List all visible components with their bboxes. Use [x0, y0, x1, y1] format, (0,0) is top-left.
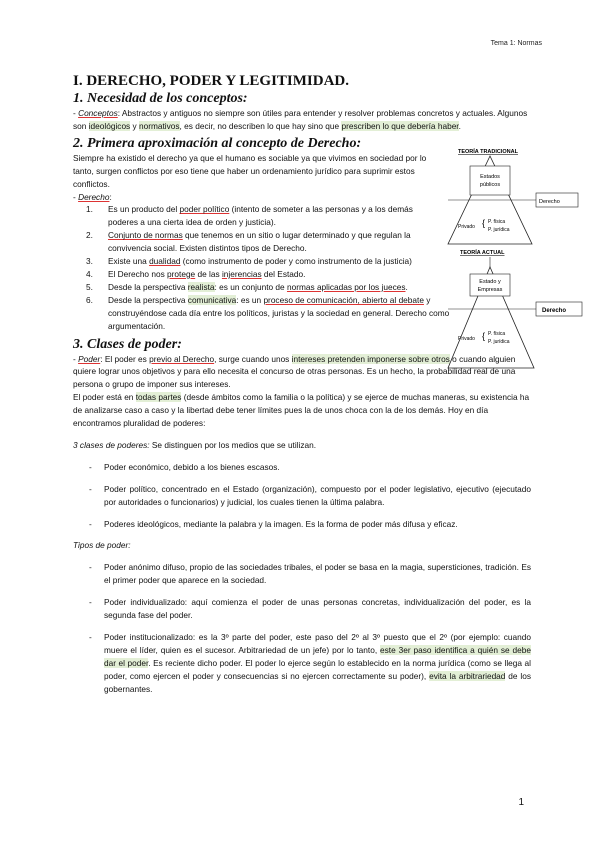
traditional-derecho-label: Derecho [539, 199, 560, 205]
page-number: 1 [518, 797, 524, 808]
list-item: - Poder anónimo difuso, propio de las sociedades tribales, el poder se basa en la magia, supersticiones, tradición. Es el primer poder que aparece en la sociedad. [73, 561, 531, 587]
list-item: 2. Conjunto de normas que tenemos en un sitio o lugar determinado y que regulan la convivencia social. Existen distintos tipos de Derecho. [86, 230, 411, 254]
power-theory-diagram [446, 146, 586, 371]
traditional-pj-label: P. jurídica [488, 227, 510, 233]
poder-paragraph-2: El poder está en todas partes (desde ámbitos como la familia o la política) y se ejerce de muchas maneras, su existencia ha de analizarse caso a caso y la libertad debe tener límites pues la de unos choca con la de los demás. Hoy en día encontramos pluralidad de poderes: [73, 392, 530, 429]
section-3-heading: 3. Clases de poder: [73, 336, 182, 352]
brace-icon: { [482, 218, 486, 228]
tipos-label: Tipos de poder: [73, 540, 131, 551]
brace-icon: { [482, 331, 486, 341]
list-item: - Poder político, concentrado en el Estado (organización), compuesto por el poder legislativo, ejecutivo (ejecutado por autoridades o funcionarios) y judicial, los cuales tienen la última palabra. [73, 483, 531, 509]
actual-box-line-1: Estado y [479, 279, 501, 285]
tipos-list [73, 561, 531, 695]
conceptos-paragraph: - Conceptos: Abstractos y antiguos no siempre son útiles para entender y resolver problemas concretos y actuales. Algunos son ideológicos y normativos, es decir, no describen lo que hay sino que prescriben lo que debería haber. [73, 108, 528, 131]
actual-pf-label: P. física [488, 331, 506, 337]
list-item: 6. Desde la perspectiva comunicativa: es un proceso de comunicación, abierto al debate y construyéndose cada día entre los políticos, juristas y la sociedad en general. Derecho como argumentación. [86, 294, 450, 331]
page-title: I. DERECHO, PODER Y LEGITIMIDAD. [73, 73, 349, 89]
highlight-normativos: normativos [138, 120, 180, 131]
traditional-box-line-1: Estados [480, 174, 500, 180]
conceptos-term: Conceptos [78, 108, 118, 118]
highlight-prescriben: prescriben lo que debería haber [341, 120, 459, 131]
actual-pj-label: P. jurídica [488, 339, 510, 345]
traditional-box-line-2: públicos [479, 182, 501, 188]
clases-label: 3 clases de poderes: Se distinguen por los medios que se utilizan. [73, 439, 317, 450]
clases-list [73, 461, 531, 531]
diagram-title-actual: TEORÍA ACTUAL [460, 250, 505, 256]
list-item: 3. Existe una dualidad (como instrumento de poder y como instrumento de la justicia) [86, 256, 412, 267]
list-item: - Poder económico, debido a los bienes escasos. [73, 461, 531, 474]
highlight-ideologicos: ideológicos [88, 120, 131, 131]
traditional-state-box [470, 166, 510, 195]
actual-privado-label: Privado [458, 336, 475, 342]
diagram-title-traditional: TEORÍA TRADICIONAL [458, 149, 518, 155]
poder-paragraph: - Poder: El poder es previo al Derecho, surge cuando unos intereses pretenden imponerse sobre otros o cuando alguien quiere lograr unos objetivos y para ello necesita el concurso de otras personas. Es un hecho, la probabilidad real de una persona o grupo de imponer sus intereses. [73, 353, 516, 390]
derecho-label: - Derecho: [73, 191, 112, 202]
section-2-heading: 2. Primera aproximación al concepto de Derecho: [73, 135, 362, 151]
list-item: 4. El Derecho nos protege de las injerencias del Estado. [86, 268, 306, 279]
list-item: - Poder individualizado: aquí comienza el poder de unas personas concretas, individualización del poder, es la segunda fase del poder. [73, 596, 531, 622]
list-item: - Poder institucionalizado: es la 3º parte del poder, este paso del 2º al 3º puesto que el 2º (por ejemplo: cuando muere el líder, quien es el sucesor. Arbitrariedad de un jefe) por lo tanto, este 3er paso identifica a quién se debe dar el poder. Es reciente dicho poder. El poder lo ejerce según lo establecido en la norma jurídica (como se llega al poder, como ejercen el poder y consecuencias si no ejercen correctamente su poder), evita la arbitrariedad de los gobernantes. [73, 631, 531, 696]
page-header: Tema 1: Normas [490, 40, 542, 47]
traditional-privado-label: Privado [458, 224, 475, 230]
section-1-heading: 1. Necesidad de los conceptos: [73, 91, 248, 106]
actual-box-line-2: Empresas [477, 287, 503, 293]
list-item: 1. Es un producto del poder político (intento de someter a las personas y a los demás poderes a una cierta idea de orden y justicia). [86, 204, 413, 228]
list-item: - Poderes ideológicos, mediante la palabra y la imagen. Es la forma de poder más difusa y eficaz. [73, 518, 531, 531]
section-2-intro: Siempre ha existido el derecho ya que el humano es sociable ya que vivimos en sociedad por lo tanto, surgen conflictos por eso tiene que haber un ordenamiento jurídico para suprimir estos conflictos. [73, 152, 427, 189]
actual-derecho-label: Derecho [542, 308, 567, 314]
traditional-pf-label: P. física [488, 219, 506, 225]
list-item: 5. Desde la perspectiva realista: es un conjunto de normas aplicadas por los jueces. [86, 281, 408, 292]
